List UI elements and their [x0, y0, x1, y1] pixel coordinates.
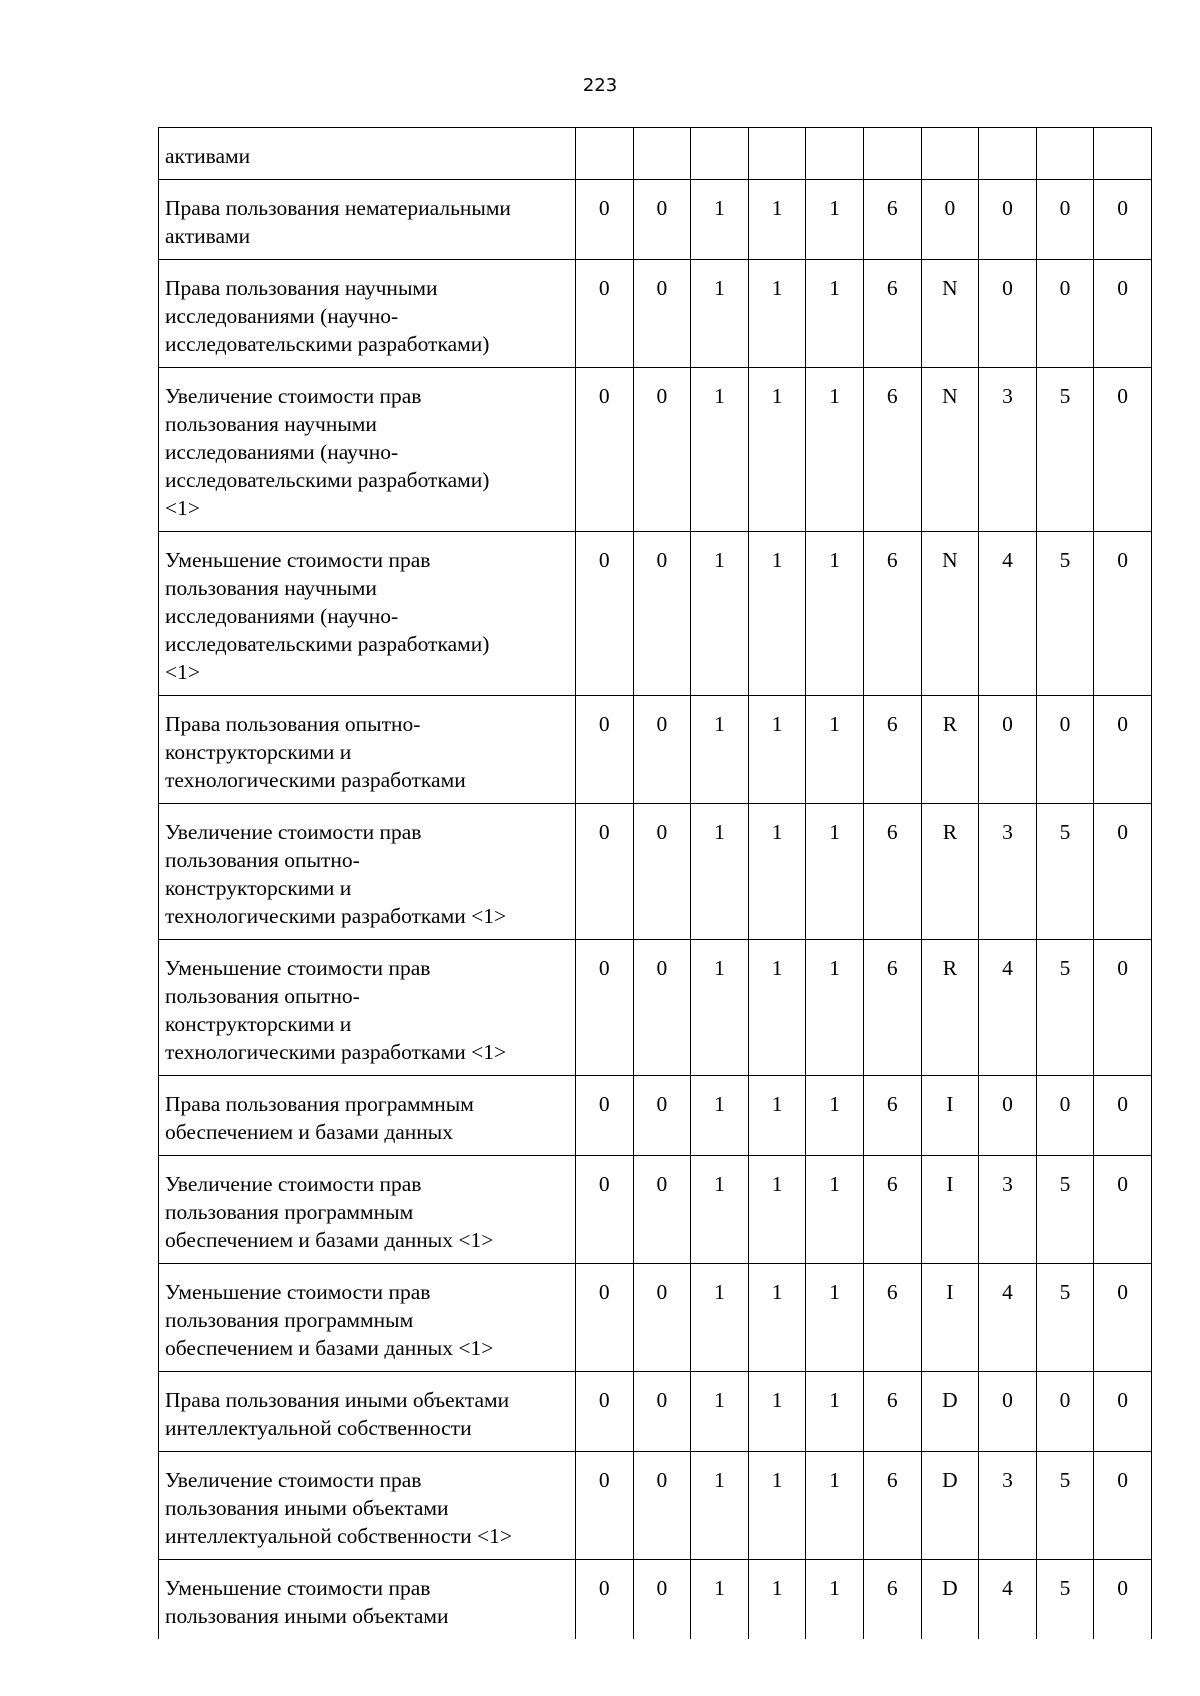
code-cell: 3: [979, 368, 1037, 532]
code-cell: 4: [979, 940, 1037, 1076]
code-cell: 1: [806, 260, 864, 368]
table-row: [159, 1264, 1152, 1372]
row-label: [159, 1156, 576, 1264]
row-label-line: Уменьшение стоимости прав: [165, 1576, 431, 1600]
code-cell: 1: [748, 804, 806, 940]
table-row: [159, 1560, 1152, 1640]
code-cell: 0: [633, 1156, 691, 1264]
row-label-line: исследовательскими разработками): [165, 468, 490, 492]
code-cell: 6: [863, 1372, 921, 1452]
code-cell: 0: [1094, 1372, 1152, 1452]
code-cell: 6: [863, 1156, 921, 1264]
row-label-line: технологическими разработками: [165, 768, 466, 792]
code-cell: 0: [1094, 1156, 1152, 1264]
code-cell: 5: [1036, 1560, 1094, 1640]
row-label: [159, 1076, 576, 1156]
code-cell: 6: [863, 532, 921, 696]
code-cell: 0: [1094, 1560, 1152, 1640]
code-cell: 6: [863, 368, 921, 532]
row-label-line: Права пользования программным: [165, 1092, 474, 1116]
code-cell: 0: [1036, 1372, 1094, 1452]
code-cell: 0: [979, 696, 1037, 804]
table-row: [159, 696, 1152, 804]
row-label-line: Увеличение стоимости прав: [165, 1172, 422, 1196]
code-cell: 1: [806, 940, 864, 1076]
code-cell: 0: [1094, 532, 1152, 696]
code-cell: N: [921, 368, 979, 532]
table-row: [159, 940, 1152, 1076]
code-cell: 0: [633, 1452, 691, 1560]
code-cell: 1: [806, 1560, 864, 1640]
code-cell: 0: [633, 1560, 691, 1640]
code-cell: 1: [748, 1372, 806, 1452]
code-cell: 1: [748, 1076, 806, 1156]
code-cell: 3: [979, 1156, 1037, 1264]
code-cell: 1: [748, 180, 806, 260]
row-label-line: обеспечением и базами данных <1>: [165, 1228, 494, 1252]
row-label-line: конструкторскими и: [165, 1012, 352, 1036]
row-label-line: технологическими разработками <1>: [165, 1040, 507, 1064]
code-cell: 1: [748, 260, 806, 368]
code-cell: 0: [979, 260, 1037, 368]
code-cell: 1: [691, 1156, 749, 1264]
row-label: [159, 804, 576, 940]
code-cell: 0: [633, 532, 691, 696]
code-cell: 5: [1036, 532, 1094, 696]
code-cell: 0: [633, 368, 691, 532]
code-cell: [921, 128, 979, 180]
code-cell: R: [921, 804, 979, 940]
code-cell: 1: [691, 940, 749, 1076]
code-cell: 0: [576, 1372, 634, 1452]
table-row: [159, 260, 1152, 368]
code-cell: 0: [979, 1076, 1037, 1156]
row-label-line: конструкторскими и: [165, 740, 352, 764]
code-cell: 1: [748, 1452, 806, 1560]
row-label: [159, 532, 576, 696]
code-cell: 0: [1036, 260, 1094, 368]
table-row: [159, 1156, 1152, 1264]
code-cell: 3: [979, 1452, 1037, 1560]
code-cell: 1: [691, 532, 749, 696]
code-cell: 0: [576, 368, 634, 532]
code-cell: 1: [748, 1560, 806, 1640]
code-cell: 0: [1036, 696, 1094, 804]
row-label-line: обеспечением и базами данных: [165, 1120, 454, 1144]
row-label-line: Уменьшение стоимости прав: [165, 1280, 431, 1304]
code-cell: 5: [1036, 1156, 1094, 1264]
code-cell: N: [921, 532, 979, 696]
code-cell: 0: [633, 696, 691, 804]
code-cell: 6: [863, 1452, 921, 1560]
code-cell: 6: [863, 1264, 921, 1372]
code-cell: 0: [576, 1560, 634, 1640]
code-cell: [1094, 128, 1152, 180]
code-cell: 0: [576, 1264, 634, 1372]
table-row: [159, 804, 1152, 940]
row-label-line: Права пользования нематериальными: [165, 196, 511, 220]
code-cell: 0: [576, 180, 634, 260]
code-cell: 1: [748, 1156, 806, 1264]
code-cell: 0: [1094, 368, 1152, 532]
row-label-line: Увеличение стоимости прав: [165, 820, 422, 844]
code-cell: 5: [1036, 940, 1094, 1076]
table-row: [159, 1076, 1152, 1156]
row-label-line: Увеличение стоимости прав: [165, 384, 422, 408]
row-label-line: обеспечением и базами данных <1>: [165, 1336, 494, 1360]
code-cell: 1: [691, 1372, 749, 1452]
row-label-line: пользования программным: [165, 1308, 414, 1332]
codes-table: [158, 127, 1152, 1639]
code-cell: 6: [863, 260, 921, 368]
code-cell: 0: [633, 1264, 691, 1372]
table-body: [159, 128, 1152, 1640]
row-label-line: Права пользования иными объектами: [165, 1388, 510, 1412]
code-cell: 5: [1036, 368, 1094, 532]
code-cell: 0: [576, 696, 634, 804]
code-cell: 1: [691, 804, 749, 940]
code-cell: 0: [921, 180, 979, 260]
code-cell: 0: [979, 1372, 1037, 1452]
code-cell: 3: [979, 804, 1037, 940]
code-cell: [1036, 128, 1094, 180]
code-cell: 6: [863, 1076, 921, 1156]
row-label-line: пользования научными: [165, 412, 377, 436]
row-label-line: пользования программным: [165, 1200, 414, 1224]
code-cell: 0: [576, 940, 634, 1076]
row-label-line: исследовательскими разработками): [165, 332, 490, 356]
row-label-line: пользования иными объектами: [165, 1496, 449, 1520]
code-cell: 1: [748, 696, 806, 804]
row-label-line: исследованиями (научно-: [165, 304, 399, 328]
code-cell: 1: [748, 1264, 806, 1372]
code-cell: 4: [979, 1264, 1037, 1372]
code-cell: 0: [1094, 1076, 1152, 1156]
row-label-line: <1>: [165, 496, 201, 520]
row-label: [159, 696, 576, 804]
code-cell: 1: [806, 1076, 864, 1156]
table-row: [159, 532, 1152, 696]
code-cell: 0: [633, 1076, 691, 1156]
row-label-line: исследованиями (научно-: [165, 440, 399, 464]
code-cell: 0: [576, 260, 634, 368]
row-label-line: Уменьшение стоимости прав: [165, 548, 431, 572]
code-cell: [691, 128, 749, 180]
row-label: [159, 260, 576, 368]
code-cell: 1: [748, 532, 806, 696]
code-cell: 6: [863, 940, 921, 1076]
code-cell: [863, 128, 921, 180]
code-cell: 1: [691, 1076, 749, 1156]
code-cell: [748, 128, 806, 180]
code-cell: 1: [691, 1452, 749, 1560]
row-label-line: интеллектуальной собственности: [165, 1416, 472, 1440]
code-cell: 1: [748, 368, 806, 532]
code-cell: 1: [806, 180, 864, 260]
code-cell: 1: [806, 532, 864, 696]
code-cell: 4: [979, 532, 1037, 696]
code-cell: 1: [691, 260, 749, 368]
code-cell: 0: [576, 1452, 634, 1560]
code-cell: 6: [863, 804, 921, 940]
code-cell: 0: [576, 532, 634, 696]
row-label-line: активами: [165, 144, 251, 168]
page-number: 223: [582, 75, 618, 96]
row-label: [159, 128, 576, 180]
code-cell: 1: [806, 1156, 864, 1264]
code-cell: 0: [1036, 1076, 1094, 1156]
row-label-line: Права пользования научными: [165, 276, 438, 300]
code-cell: 1: [691, 696, 749, 804]
code-cell: 0: [1094, 804, 1152, 940]
code-cell: 1: [806, 804, 864, 940]
code-cell: R: [921, 696, 979, 804]
code-cell: 0: [633, 180, 691, 260]
code-cell: 6: [863, 696, 921, 804]
code-cell: 1: [691, 368, 749, 532]
code-cell: 1: [806, 368, 864, 532]
code-cell: 0: [1094, 1452, 1152, 1560]
code-cell: 1: [806, 1372, 864, 1452]
row-label-line: активами: [165, 224, 251, 248]
code-cell: 5: [1036, 1264, 1094, 1372]
row-label-line: интеллектуальной собственности <1>: [165, 1524, 512, 1548]
row-label-line: технологическими разработками <1>: [165, 904, 507, 928]
row-label-line: пользования иными объектами: [165, 1604, 449, 1628]
code-cell: 0: [576, 1076, 634, 1156]
code-cell: 0: [979, 180, 1037, 260]
code-cell: 0: [576, 804, 634, 940]
code-cell: 0: [633, 1372, 691, 1452]
code-cell: 0: [576, 1156, 634, 1264]
code-cell: D: [921, 1452, 979, 1560]
code-cell: D: [921, 1372, 979, 1452]
row-label-line: Уменьшение стоимости прав: [165, 956, 431, 980]
code-cell: I: [921, 1156, 979, 1264]
code-cell: 0: [633, 804, 691, 940]
code-cell: 0: [1094, 1264, 1152, 1372]
code-cell: I: [921, 1264, 979, 1372]
row-label: [159, 180, 576, 260]
table-row: [159, 368, 1152, 532]
row-label: [159, 1560, 576, 1640]
row-label-line: пользования опытно-: [165, 984, 360, 1008]
code-cell: 1: [806, 1452, 864, 1560]
code-cell: 1: [748, 940, 806, 1076]
code-cell: 0: [633, 940, 691, 1076]
row-label-line: исследованиями (научно-: [165, 604, 399, 628]
code-cell: [979, 128, 1037, 180]
table-row: [159, 180, 1152, 260]
code-cell: 0: [1036, 180, 1094, 260]
row-label-line: Права пользования опытно-: [165, 712, 421, 736]
code-cell: 1: [691, 180, 749, 260]
code-cell: 4: [979, 1560, 1037, 1640]
row-label: [159, 1372, 576, 1452]
code-cell: 6: [863, 180, 921, 260]
code-cell: 1: [691, 1560, 749, 1640]
code-cell: N: [921, 260, 979, 368]
code-cell: 5: [1036, 804, 1094, 940]
row-label-line: конструкторскими и: [165, 876, 352, 900]
code-cell: 0: [1094, 696, 1152, 804]
code-cell: 0: [633, 260, 691, 368]
row-label: [159, 940, 576, 1076]
code-cell: D: [921, 1560, 979, 1640]
code-cell: 0: [1094, 260, 1152, 368]
code-cell: 6: [863, 1560, 921, 1640]
row-label-line: Увеличение стоимости прав: [165, 1468, 422, 1492]
code-cell: 1: [806, 696, 864, 804]
code-cell: R: [921, 940, 979, 1076]
code-cell: 0: [1094, 940, 1152, 1076]
code-cell: [633, 128, 691, 180]
table-row: [159, 1452, 1152, 1560]
code-cell: [806, 128, 864, 180]
row-label-line: <1>: [165, 660, 201, 684]
row-label: [159, 368, 576, 532]
table-row: [159, 1372, 1152, 1452]
code-cell: 1: [691, 1264, 749, 1372]
code-cell: I: [921, 1076, 979, 1156]
row-label-line: пользования научными: [165, 576, 377, 600]
row-label: [159, 1452, 576, 1560]
code-cell: 5: [1036, 1452, 1094, 1560]
row-label-line: исследовательскими разработками): [165, 632, 490, 656]
table-row: [159, 128, 1152, 180]
code-cell: [576, 128, 634, 180]
code-cell: 0: [1094, 180, 1152, 260]
row-label-line: пользования опытно-: [165, 848, 360, 872]
row-label: [159, 1264, 576, 1372]
code-cell: 1: [806, 1264, 864, 1372]
